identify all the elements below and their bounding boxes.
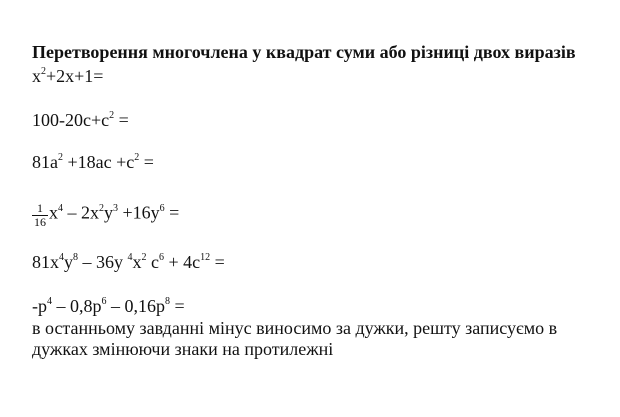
expression-3 xyxy=(32,152,154,172)
expr-text: y xyxy=(64,252,73,272)
expr-text: 81a xyxy=(32,152,58,172)
exponent: 4 xyxy=(58,202,63,214)
exponent: 2 xyxy=(134,152,140,163)
expr-text: x xyxy=(132,252,142,272)
instruction-note-line-2: дужках змінюючи знаки на протилежні xyxy=(32,339,334,359)
expr-text: – 0,16p xyxy=(106,296,165,316)
exponent: 4 xyxy=(59,252,64,263)
expr-text: = xyxy=(170,296,185,316)
fraction-numerator: 1 xyxy=(32,202,48,216)
expr-text: c xyxy=(146,252,159,272)
expression-4 xyxy=(32,201,179,228)
expr-text: = xyxy=(210,252,225,272)
exponent: 12 xyxy=(200,252,211,263)
expr-text: = xyxy=(139,152,154,172)
exponent: 4 xyxy=(127,252,133,263)
exponent: 8 xyxy=(73,252,78,263)
expr-text: 100-20c+c xyxy=(32,110,110,130)
expr-text: +2x+1= xyxy=(46,66,104,86)
exponent: 4 xyxy=(47,296,52,307)
expression-2 xyxy=(32,110,129,130)
exponent: 2 xyxy=(109,110,115,121)
expr-text: x xyxy=(49,202,58,223)
expr-text: 81x xyxy=(32,252,59,272)
expression-6 xyxy=(32,296,185,316)
exponent: 6 xyxy=(159,202,165,214)
instruction-note-line-1: в останньому завданні мінус виносимо за дужки, решту записуємо в xyxy=(32,318,558,338)
exponent: 2 xyxy=(41,66,46,77)
exponent: 6 xyxy=(101,296,107,307)
exponent: 6 xyxy=(159,252,164,263)
expression-5 xyxy=(32,252,225,272)
expr-text: +16y xyxy=(118,202,160,223)
expr-text: -p xyxy=(32,296,47,316)
fraction xyxy=(32,202,48,229)
expr-text: x xyxy=(32,66,41,86)
expr-text: + 4c xyxy=(164,252,201,272)
document-title: Перетворення многочлена у квадрат суми або різниці двох виразів xyxy=(32,42,576,62)
exponent: 2 xyxy=(99,202,104,214)
expr-text: +18ac +c xyxy=(63,152,135,172)
exponent: 2 xyxy=(58,152,63,163)
exponent: 8 xyxy=(165,296,170,307)
expr-text: = xyxy=(164,202,180,223)
exponent: 3 xyxy=(113,202,118,214)
expr-text: – 36y xyxy=(78,252,128,272)
expression-1 xyxy=(32,66,103,86)
expr-text: = xyxy=(114,110,129,130)
fraction-denominator: 16 xyxy=(34,215,46,229)
exponent: 2 xyxy=(141,252,147,263)
expr-text: – 2x xyxy=(63,202,99,223)
expr-text: y xyxy=(104,202,113,223)
expr-text: – 0,8p xyxy=(52,296,102,316)
